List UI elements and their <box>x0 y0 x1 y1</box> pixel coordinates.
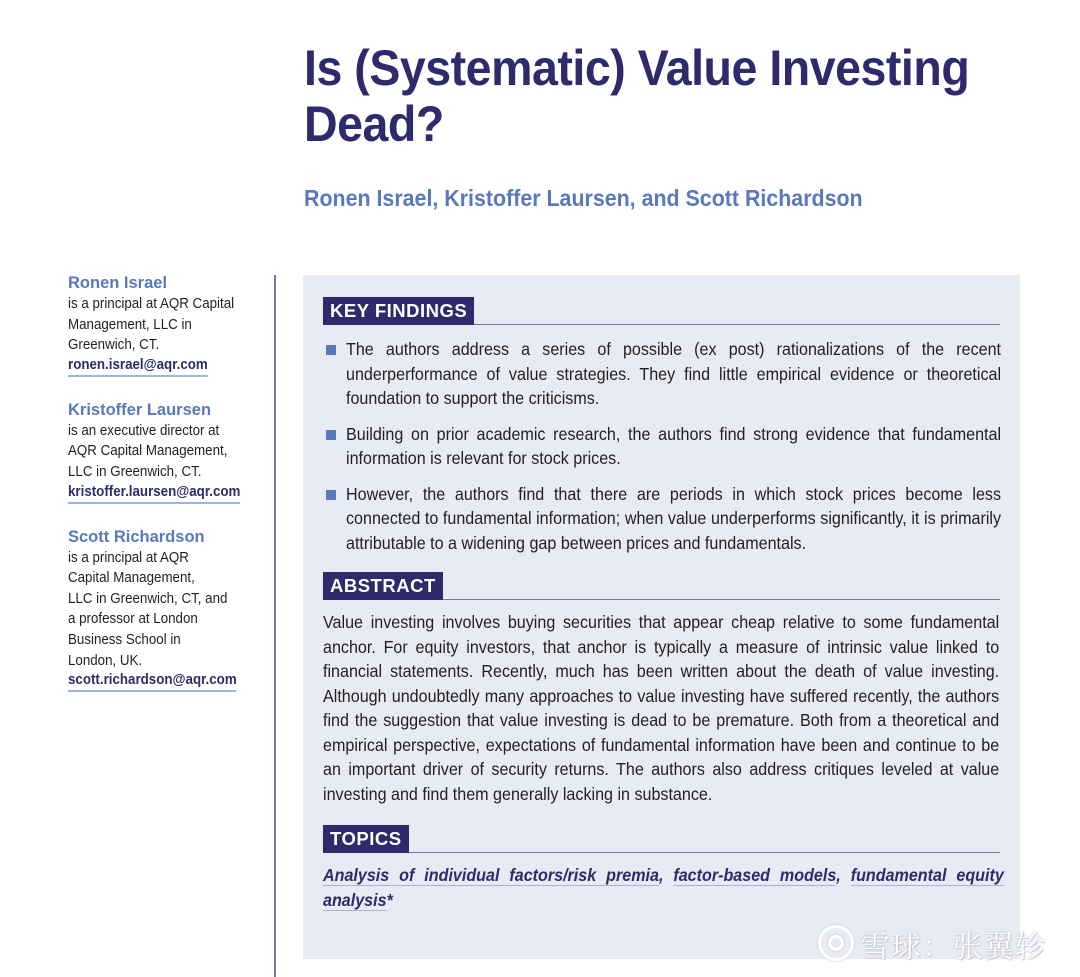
bio-line: is an executive director at <box>68 422 220 439</box>
watermark-text: 雪球：张翼轸 <box>860 930 1046 965</box>
key-finding-item <box>323 482 1000 556</box>
author-bio <box>68 399 268 504</box>
topic-link[interactable]: Analysis of individual factors/risk premia <box>323 865 659 885</box>
bio-line: is a principal at AQR <box>68 549 189 566</box>
author-byline: Ronen Israel, Kristoffer Laursen, and Scott Richardson <box>304 185 863 211</box>
topic-separator: , <box>658 865 674 885</box>
finding-text: Building on prior academic research, the authors find strong evidence that fundamental information is relevant for stock prices. <box>346 423 1002 468</box>
abstract-text: Value investing involves buying securities that appear cheap relative to some fundamental anchor. For equity investors, that anchor is typically a measure of intrinsic value linked to financial statements. Recently, much has been written about the death of value investing. Although undoubtedly many approaches to value investing have suffered recently, the authors find the suggestion that value investing is dead to be premature. Both from a theoretical and empirical perspective, expectations of fundamental information have been and continue to be an important driver of security returns. The authors also address critiques leveled at value investing and find them generally lacking in substance. <box>323 612 1000 804</box>
author-name: Ronen Israel <box>68 274 168 292</box>
author-affiliation <box>68 548 266 672</box>
topics-label: TOPICS <box>323 825 409 853</box>
paper-title: Is (Systematic) Value Investing Dead? <box>304 40 970 152</box>
key-findings-list <box>323 337 1000 566</box>
bio-line: LLC in Greenwich, CT, and <box>68 590 228 607</box>
bio-line: is a principal at AQR Capital <box>68 296 235 312</box>
bio-line: AQR Capital Management, <box>68 443 228 460</box>
author-email-link[interactable]: scott.richardson@aqr.com <box>68 671 237 692</box>
bio-line: Greenwich, CT. <box>68 337 160 354</box>
author-name: Scott Richardson <box>68 527 205 546</box>
finding-text: However, the authors find that there are periods in which stock prices become less connected to fundamental information; when value underperforms significantly, it is primarily attributable to a widening gap between prices and fundamentals. <box>346 483 1002 553</box>
author-name: Kristoffer Laursen <box>68 400 212 419</box>
square-bullet-icon <box>326 430 336 440</box>
bio-line: Management, LLC in <box>68 316 192 333</box>
abstract-body <box>323 610 1000 806</box>
topics-header <box>323 825 1000 853</box>
author-bio <box>68 526 268 693</box>
author-email-link[interactable]: ronen.israel@aqr.com <box>68 356 208 377</box>
key-findings-label: KEY FINDINGS <box>323 297 474 325</box>
author-bio <box>68 272 268 377</box>
author-affiliation <box>68 294 266 356</box>
finding-text: The authors address a series of possible (ex post) rationalizations of the recent underperformance of value strategies. They find little empirical evidence or theoretical foundation to support the criticisms. <box>346 339 1002 408</box>
watermark <box>818 922 1046 966</box>
abstract-header <box>323 572 1000 600</box>
bio-line: a professor at London <box>68 611 198 628</box>
author-bios <box>68 272 268 714</box>
author-affiliation <box>68 421 266 483</box>
topic-link[interactable]: factor-based models <box>673 865 837 885</box>
key-finding-item <box>323 422 1000 471</box>
key-findings-header <box>323 297 1000 325</box>
abstract-label: ABSTRACT <box>323 572 443 600</box>
summary-panel <box>303 275 1020 959</box>
bio-line: London, UK. <box>68 652 143 669</box>
topic-link[interactable]: fundamental equity analysis <box>323 865 1004 910</box>
topics-list <box>323 863 1004 912</box>
topic-separator: , <box>836 865 851 885</box>
column-divider <box>274 275 276 977</box>
bio-line: Capital Management, <box>68 570 195 587</box>
square-bullet-icon <box>326 490 336 500</box>
square-bullet-icon <box>326 345 336 355</box>
bio-line: Business School in <box>68 631 181 648</box>
key-finding-item <box>323 337 1000 411</box>
author-email-link[interactable]: kristoffer.laursen@aqr.com <box>68 483 240 504</box>
topic-footnote-marker: * <box>386 889 393 910</box>
bio-line: LLC in Greenwich, CT. <box>68 463 202 480</box>
snowball-logo-icon <box>818 925 854 961</box>
